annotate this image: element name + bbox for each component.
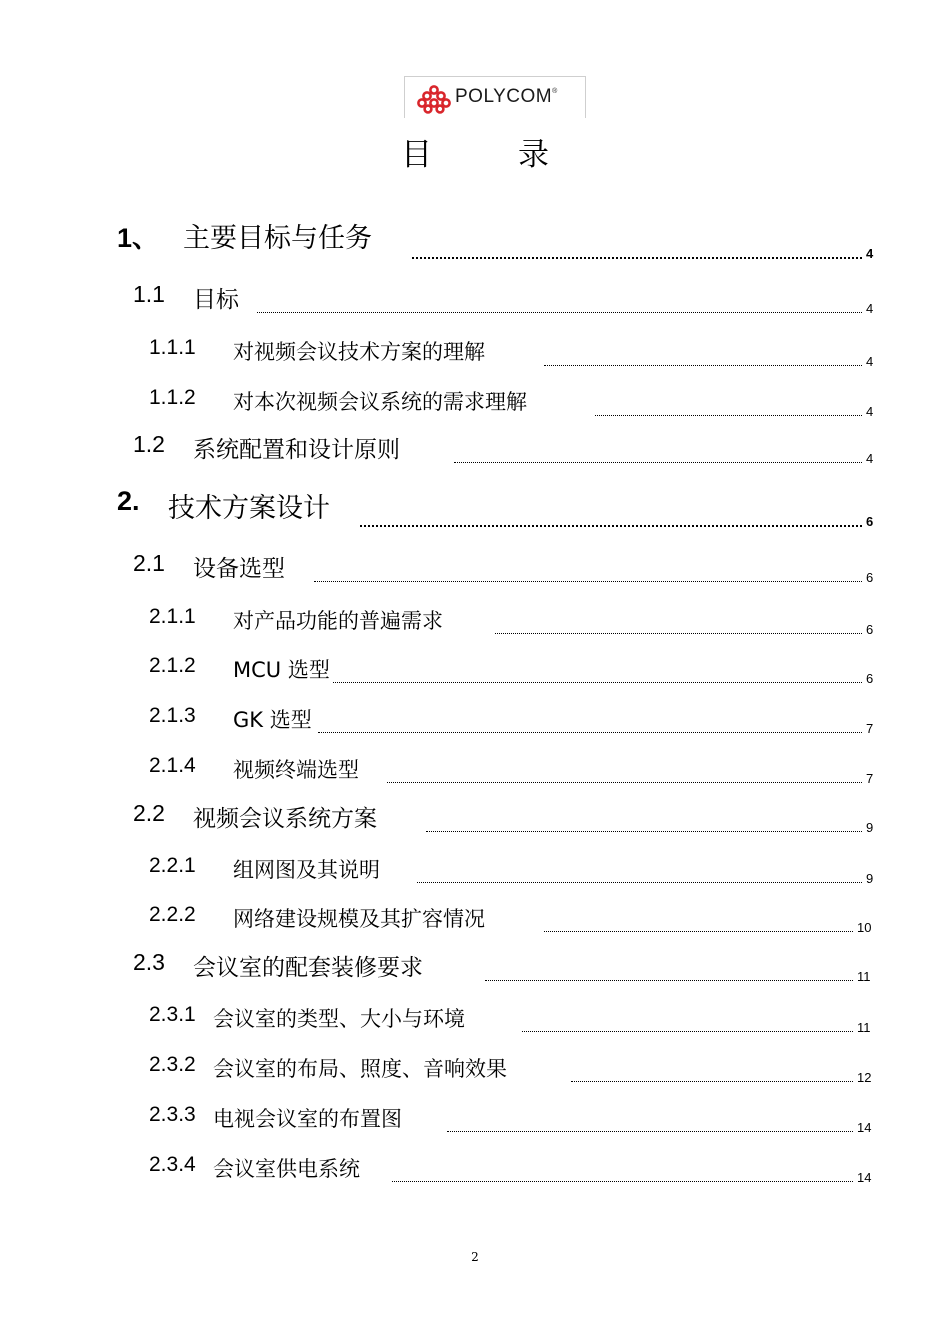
toc-dot-leader [387,782,862,783]
toc-title: 目录 [401,137,635,173]
toc-dot-leader [544,931,853,932]
toc-entry-page: 4 [866,404,874,419]
toc-dot-leader [571,1081,853,1082]
toc-entry-page: 11 [857,1020,871,1035]
toc-entry-title: 视频终端选型 [233,758,359,782]
toc-dot-leader [454,462,862,463]
toc-entry-page: 11 [857,969,871,984]
toc-entry-page: 14 [857,1120,872,1135]
polycom-logo [404,76,586,118]
toc-entry-page: 7 [866,771,874,786]
toc-entry-page: 7 [866,721,874,736]
page-number: 2 [471,1250,479,1264]
toc-entry-page: 9 [866,820,874,835]
toc-entry-number: 2.3.4 [149,1153,196,1176]
toc-entry-page: 4 [866,451,874,466]
toc-entry-title: GK 选型 [233,708,312,732]
toc-entry-page: 6 [866,514,874,529]
toc-entry-number: 1.1 [133,281,165,307]
toc-dot-leader [595,415,862,416]
logo-wordmark [455,86,558,108]
toc-entry-number: 2.1 [133,550,165,576]
toc-dot-leader [314,581,862,582]
toc-dot-leader [485,980,853,981]
toc-entry-page: 12 [857,1070,872,1085]
toc-entry-page: 10 [857,920,872,935]
toc-entry-number: 1、 [117,223,160,253]
toc-entry-number: 1.2 [133,431,165,457]
toc-entry-page: 14 [857,1170,872,1185]
toc-entry-page: 4 [866,301,874,316]
toc-entry-number: 2.1.1 [149,605,196,628]
toc-entry-title: 会议室供电系统 [213,1157,360,1181]
toc-entry-title: MCU 选型 [233,658,330,682]
toc-dot-leader [360,525,862,527]
toc-entry-title: 对视频会议技术方案的理解 [233,340,485,364]
logo-brand: POLYCOM [455,86,553,107]
toc-entry-title: 对本次视频会议系统的需求理解 [233,390,527,414]
toc-dot-leader [318,732,862,733]
toc-entry-page: 4 [866,354,874,369]
toc-entry-number: 2.1.3 [149,704,196,727]
toc-entry-title: 会议室的类型、大小与环境 [213,1007,465,1031]
toc-entry-number: 2.3.3 [149,1103,196,1126]
toc-entry-title: 目标 [193,287,239,313]
toc-entry-page: 6 [866,622,874,637]
toc-entry-title: 对产品功能的普遍需求 [233,609,443,633]
toc-entry-page: 9 [866,871,874,886]
toc-dot-leader [426,831,862,832]
toc-dot-leader [257,312,862,313]
toc-entry-number: 1.1.2 [149,386,196,409]
toc-entry-title: 技术方案设计 [168,493,330,524]
toc-entry-title: 网络建设规模及其扩容情况 [233,907,485,931]
toc-entry-title: 设备选型 [193,556,285,582]
toc-entry-page: 6 [866,570,874,585]
toc-entry-number: 2.2.1 [149,854,196,877]
toc-entry-title: 视频会议系统方案 [193,806,377,832]
toc-entry-number: 2.1.2 [149,654,196,677]
toc-entry-page: 6 [866,671,874,686]
logo-trademark: ® [552,88,558,95]
toc-entry-title: 组网图及其说明 [233,858,380,882]
toc-dot-leader [412,257,862,259]
toc-entry-title: 电视会议室的布置图 [213,1107,402,1131]
toc-dot-leader [522,1031,853,1032]
toc-entry-number: 2.2.2 [149,903,196,926]
toc-entry-number: 1.1.1 [149,336,196,359]
toc-entry-title: 会议室的配套装修要求 [193,955,423,981]
toc-entry-number: 2.3.2 [149,1053,196,1076]
toc-dot-leader [544,365,862,366]
toc-entry-number: 2. [117,486,140,516]
toc-entry-number: 2.1.4 [149,754,196,777]
toc-entry-page: 4 [866,246,874,261]
toc-dot-leader [447,1131,853,1132]
polycom-logo-icon [417,84,451,114]
toc-entry-title: 系统配置和设计原则 [193,437,400,463]
toc-dot-leader [495,633,862,634]
toc-entry-number: 2.3.1 [149,1003,196,1026]
toc-dot-leader [417,882,862,883]
toc-entry-number: 2.2 [133,800,165,826]
toc-entry-title: 主要目标与任务 [183,223,372,254]
toc-dot-leader [333,682,862,683]
toc-entry-title: 会议室的布局、照度、音响效果 [213,1057,507,1081]
toc-entry-number: 2.3 [133,949,165,975]
toc-dot-leader [392,1181,853,1182]
